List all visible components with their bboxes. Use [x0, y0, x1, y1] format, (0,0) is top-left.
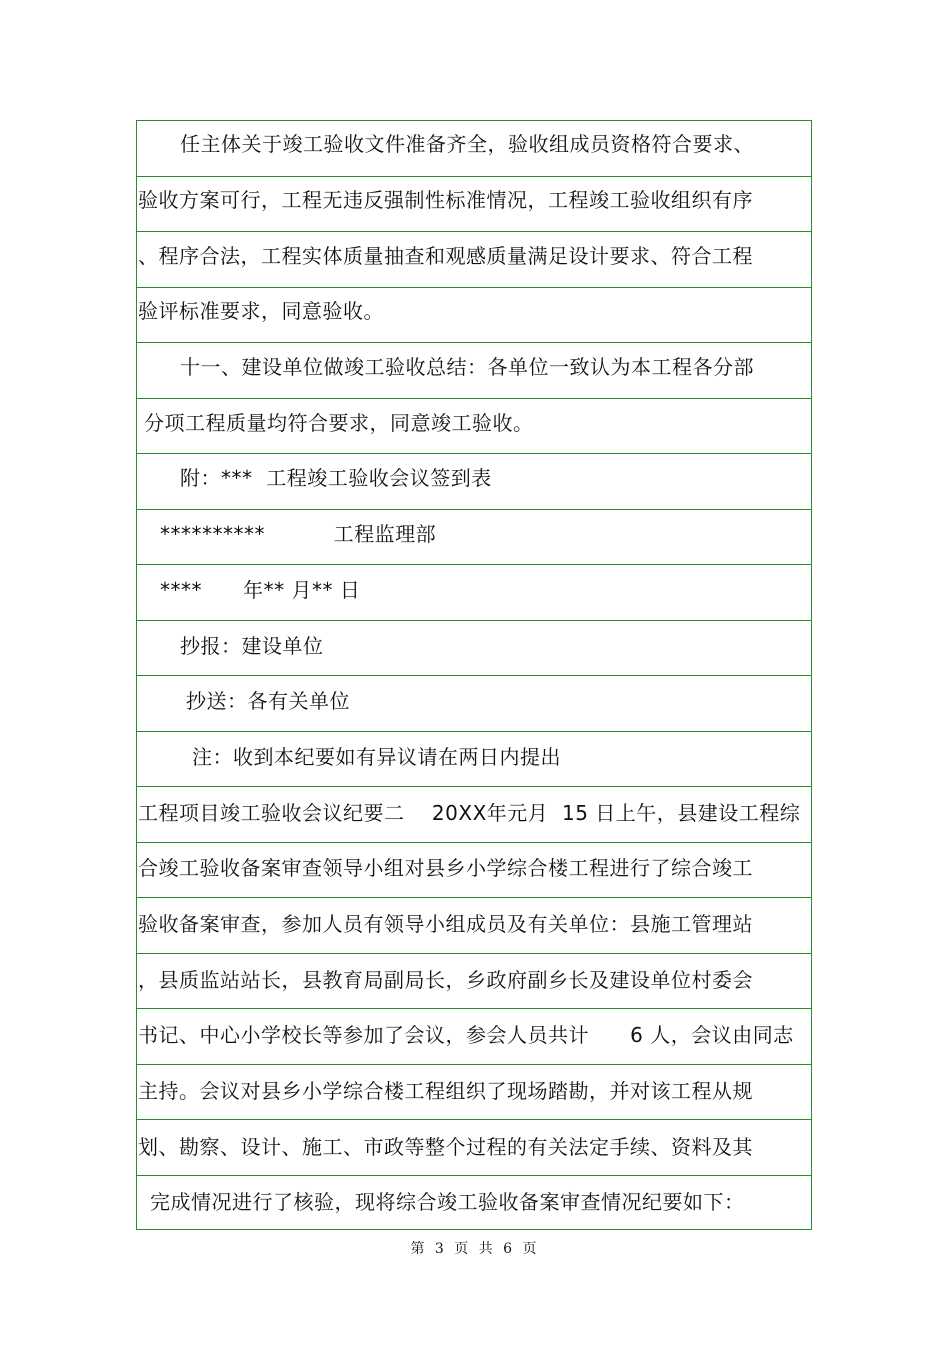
row-rule — [136, 342, 812, 343]
row-rule — [136, 786, 812, 787]
text-line: 书记、中心小学校长等参加了会议，参会人员共计 6 人，会议由同志 — [138, 1023, 794, 1047]
text-line: 验收方案可行，工程无违反强制性标准情况，工程竣工验收组织有序 — [138, 188, 753, 212]
row-rule — [136, 287, 812, 288]
text-line: 任主体关于竣工验收文件准备齐全，验收组成员资格符合要求、 — [180, 132, 754, 156]
text-line: 划、勘察、设计、施工、市政等整个过程的有关法定手续、资料及其 — [138, 1135, 753, 1159]
row-rule — [136, 1064, 812, 1065]
text-line: 完成情况进行了核验，现将综合竣工验收备案审查情况纪要如下： — [150, 1190, 745, 1214]
text-line: 注：收到本纪要如有异议请在两日内提出 — [192, 745, 561, 769]
text-line: 合竣工验收备案审查领导小组对县乡小学综合楼工程进行了综合竣工 — [138, 856, 753, 880]
row-rule — [136, 842, 812, 843]
row-rule — [136, 675, 812, 676]
row-rule — [136, 897, 812, 898]
row-rule — [136, 231, 812, 232]
row-rule — [136, 398, 812, 399]
text-line: 工程项目竣工验收会议纪要二 20XX年元月 15 日上午，县建设工程综 — [138, 801, 801, 825]
page-footer: 第 3 页 共 6 页 — [410, 1241, 540, 1257]
row-rule — [136, 564, 812, 565]
row-rule — [136, 1119, 812, 1120]
text-line: 抄送：各有关单位 — [186, 689, 350, 713]
row-rule — [136, 176, 812, 177]
text-line: 抄报：建设单位 — [180, 634, 324, 658]
row-rule — [136, 509, 812, 510]
row-rule — [136, 1175, 812, 1176]
text-line: 分项工程质量均符合要求，同意竣工验收。 — [144, 411, 534, 435]
row-rule — [136, 453, 812, 454]
row-rule — [136, 953, 812, 954]
row-rule — [136, 620, 812, 621]
text-line: ，县质监站站长，县教育局副局长，乡政府副乡长及建设单位村委会 — [138, 968, 753, 992]
text-line: ********** 工程监理部 — [160, 522, 437, 546]
text-line: 附：*** 工程竣工验收会议签到表 — [180, 466, 492, 490]
text-line: 、程序合法，工程实体质量抽查和观感质量满足设计要求、符合工程 — [138, 244, 753, 268]
text-line: 主持。会议对县乡小学综合楼工程组织了现场踏勘，并对该工程从规 — [138, 1079, 753, 1103]
row-rule — [136, 1008, 812, 1009]
row-rule — [136, 731, 812, 732]
text-line: **** 年** 月** 日 — [160, 578, 361, 602]
text-line: 验收备案审查，参加人员有领导小组成员及有关单位：县施工管理站 — [138, 912, 753, 936]
text-line: 十一、建设单位做竣工验收总结：各单位一致认为本工程各分部 — [180, 355, 754, 379]
text-line: 验评标准要求，同意验收。 — [138, 299, 384, 323]
